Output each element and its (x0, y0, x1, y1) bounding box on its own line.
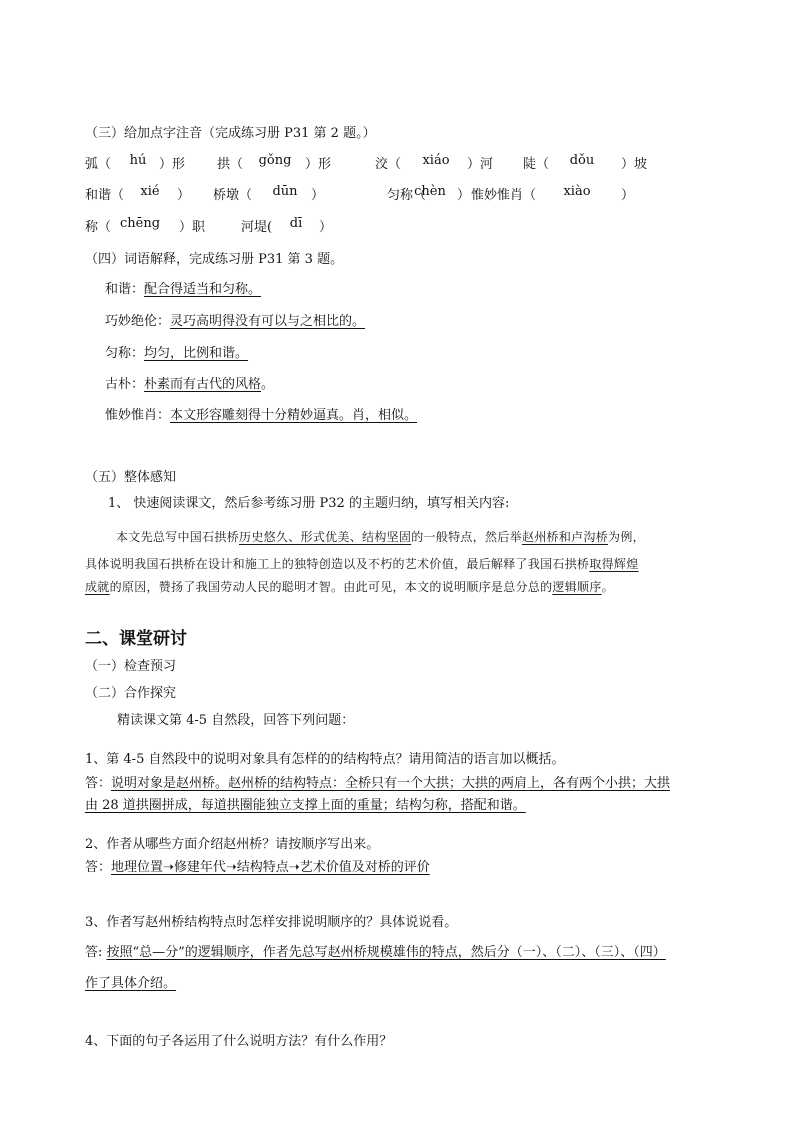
term-definition: 本文形容雕刻得十分精妙逼真。肖，相似。 (170, 408, 418, 423)
pinyin-answer: xiào (563, 184, 591, 199)
pinyin-answer: dǒu (569, 153, 595, 168)
summary-blank: 成就 (85, 580, 110, 594)
section-5-title: （五）整体感知 (85, 470, 177, 485)
pinyin-answer: dūn (272, 184, 298, 199)
item-pre: 惟妙惟肖（ (471, 188, 537, 203)
term-definition: 配合得适当和匀称。 (144, 282, 262, 297)
part-2-heading: 二、课堂研讨 (85, 629, 187, 649)
term-item (105, 342, 248, 361)
term-label: 古朴： (105, 377, 145, 392)
pinyin-answer: gǒng (258, 153, 292, 168)
question-1: 1、第 4-5 自然段中的说明对象具有怎样的的结构特点？请用简洁的语言加以概括。 (85, 752, 565, 767)
summary-text: 具体说明我国石拱桥在设计和施工上的独特创造以及不朽的艺术价值 (85, 557, 455, 571)
summary-blank: 取得辉煌 (589, 557, 639, 571)
subsection-1: （一）检查预习 (85, 659, 177, 674)
answer-1-line-1 (85, 772, 670, 791)
item-post: ）形 (159, 157, 186, 172)
question-3: 3、作者写赵州桥结构特点时怎样安排说明顺序的？具体说说看。 (85, 915, 458, 930)
term-item (105, 278, 261, 297)
pinyin-answer: hú (129, 153, 147, 168)
pinyin-answer: chèn (414, 184, 446, 199)
item-post: ）河 (467, 157, 494, 172)
answer-3-line-2 (85, 972, 176, 991)
answer-prefix: 答： (85, 860, 112, 875)
pinyin-row-3 (85, 216, 385, 234)
answer-1-line-2 (85, 794, 526, 813)
section-4-title: （四）词语解释，完成练习册 P31 第 3 题。 (85, 252, 344, 267)
term-label: 巧妙绝伦： (105, 314, 171, 329)
pinyin-row-1 (85, 153, 705, 171)
answer-prefix: 答： (85, 776, 112, 791)
term-tail: 。 (261, 377, 275, 392)
answer-text: 说明对象是赵州桥。赵州桥的结构特点：全桥只有一个大拱；大拱的两肩上，各有两个小拱；大拱 (111, 776, 671, 791)
item-pre: 洨（ (375, 157, 402, 172)
question-2: 2、作者从哪些方面介绍赵州桥？请按顺序写出来。 (85, 837, 380, 852)
item-pre: 弧（ (85, 157, 112, 172)
item-post: ） (319, 220, 333, 235)
item-post: ） (621, 188, 635, 203)
summary-blank: 赵州桥和卢沟桥 (521, 530, 609, 544)
answer-text: 按照“总—分”的逻辑顺序，作者先总写赵州桥规模雄伟的特点，然后分（一）、（二）、（三）、（四） (106, 945, 666, 960)
question-1: 1、 快速阅读课文，然后参考练习册 P32 的主题归纳，填写相关内容: (108, 496, 510, 511)
term-definition: 均匀，比例和谐。 (144, 346, 249, 361)
summary-text: 的原因，赞扬了我国劳动人民的聪明才智。由此可见，本文的说明顺序是总分总的 (109, 580, 553, 594)
summary-text: ，最后解释了我国石拱桥 (454, 557, 590, 571)
summary-blank: 历史悠久、形式优美、结构坚固 (239, 530, 412, 544)
pinyin-row-2 (85, 184, 705, 202)
answer-prefix: 答: (85, 945, 107, 960)
item-pre: 和谐（ (85, 188, 125, 203)
item-pre: 陡（ (523, 157, 550, 172)
pinyin-answer: xiáo (422, 153, 450, 168)
section-3-title: （三）给加点字注音（完成练习册 P31 第 2 题。） (85, 126, 376, 141)
item-post: ）形 (305, 157, 332, 172)
term-label: 惟妙惟肖： (105, 408, 171, 423)
answer-text: 由 28 道拱圈拼成，每道拱圈能独立支撑上面的重量；结构匀称，搭配和谐。 (85, 798, 526, 813)
answer-text: 作了具体介绍。 (85, 976, 177, 991)
answer-2 (85, 856, 430, 875)
term-label: 匀称： (105, 346, 145, 361)
term-item (105, 310, 365, 329)
summary-text: 为例， (608, 530, 645, 544)
item-pre: 桥墩（ (213, 188, 253, 203)
item-pre: 拱（ (217, 157, 244, 172)
answer-3-line-1 (85, 941, 666, 960)
pinyin-answer: chēng (119, 216, 161, 231)
pinyin-answer: dī (289, 216, 303, 231)
item-pre: 河堤( (241, 220, 273, 235)
summary-line-3 (85, 578, 614, 595)
answer-text: 地理位置➝修建年代➝结构特点➝艺术价值及对桥的评价 (111, 860, 430, 875)
item-post: ） (457, 188, 471, 203)
term-definition: 灵巧高明得没有可以与之相比的。 (170, 314, 366, 329)
term-label: 和谐： (105, 282, 145, 297)
item-post: ）职 (179, 220, 206, 235)
item-pre: 匀称（ (387, 188, 427, 203)
item-post: ） (177, 188, 191, 203)
summary-text: 的一般特点，然后举 (411, 530, 522, 544)
intro-text: 精读课文第 4-5 自然段，回答下列问题： (117, 713, 355, 728)
summary-text: 。 (601, 580, 614, 594)
summary-blank: 逻辑顺序 (552, 580, 602, 594)
item-pre: 称（ (85, 220, 112, 235)
subsection-2: （二）合作探究 (85, 686, 177, 701)
term-item (105, 373, 274, 392)
pinyin-answer: xié (140, 184, 160, 199)
item-post: ） (311, 188, 325, 203)
summary-text: 本文先总写中国石拱桥 (116, 530, 240, 544)
term-item (105, 404, 417, 423)
term-definition: 朴素而有古代的风格 (144, 377, 262, 392)
item-post: ）坡 (621, 157, 648, 172)
question-4: 4、下面的句子各运用了什么说明方法？有什么作用？ (85, 1034, 393, 1049)
summary-line-1 (116, 528, 645, 545)
summary-line-2 (85, 555, 639, 572)
